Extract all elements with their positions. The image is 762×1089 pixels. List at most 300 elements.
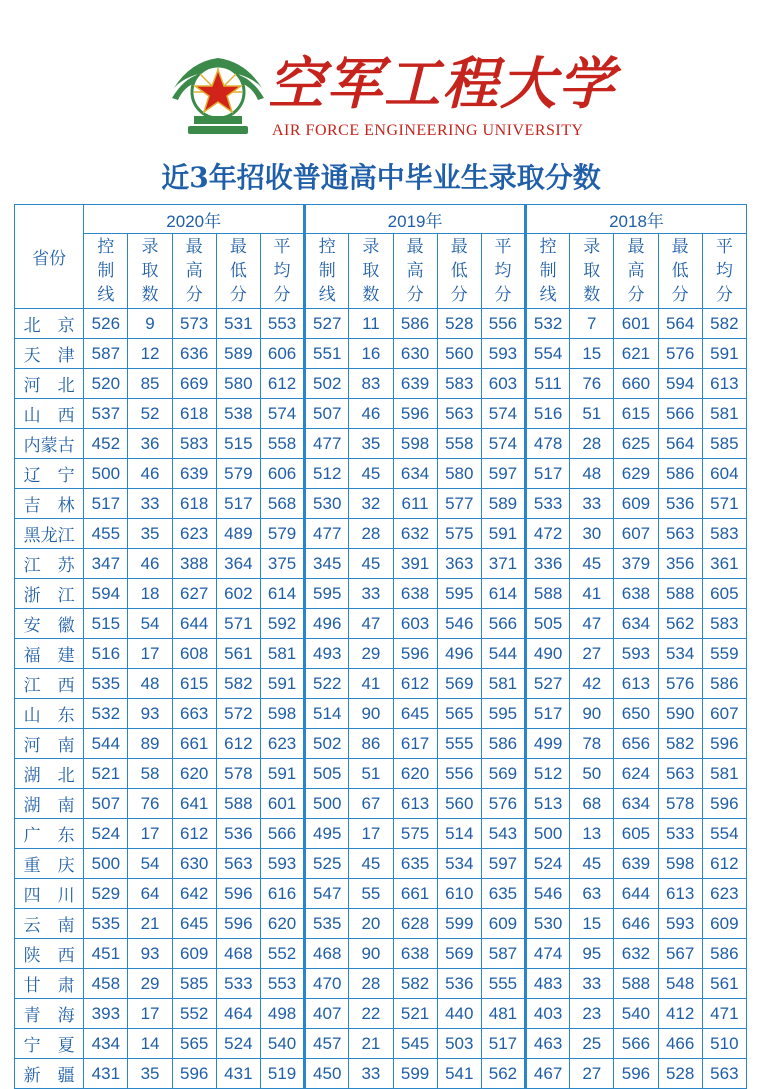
table-row [15, 489, 747, 519]
score-cell: 603 [481, 369, 525, 399]
score-cell: 609 [481, 909, 525, 939]
score-cell: 33 [349, 1059, 393, 1089]
air-force-emblem-icon [170, 48, 266, 140]
score-cell: 345 [305, 549, 349, 579]
province-cell: 山 西 [15, 399, 84, 429]
metric-header: 最 低 分 [216, 234, 260, 309]
score-cell: 516 [84, 639, 128, 669]
score-cell: 596 [172, 1059, 216, 1089]
score-cell: 529 [84, 879, 128, 909]
score-cell: 524 [84, 819, 128, 849]
score-cell: 467 [526, 1059, 570, 1089]
score-cell: 563 [658, 519, 702, 549]
table-row [15, 1029, 747, 1059]
score-cell: 477 [305, 429, 349, 459]
score-cell: 500 [84, 459, 128, 489]
score-cell: 623 [702, 879, 746, 909]
score-cell: 15 [570, 909, 614, 939]
score-cell: 50 [570, 759, 614, 789]
score-cell: 588 [526, 579, 570, 609]
score-cell: 478 [526, 429, 570, 459]
score-cell: 603 [393, 609, 437, 639]
score-cell: 572 [216, 699, 260, 729]
score-cell: 20 [349, 909, 393, 939]
score-cell: 490 [526, 639, 570, 669]
score-cell: 598 [260, 699, 304, 729]
score-cell: 645 [172, 909, 216, 939]
score-cell: 615 [614, 399, 658, 429]
score-cell: 440 [437, 999, 481, 1029]
score-cell: 582 [702, 309, 746, 339]
score-cell: 412 [658, 999, 702, 1029]
score-cell: 507 [305, 399, 349, 429]
province-cell: 湖 南 [15, 789, 84, 819]
score-cell: 558 [260, 429, 304, 459]
score-cell: 29 [128, 969, 172, 999]
score-cell: 536 [216, 819, 260, 849]
score-cell: 46 [349, 399, 393, 429]
score-cell: 83 [349, 369, 393, 399]
score-cell: 566 [481, 609, 525, 639]
score-cell: 579 [216, 459, 260, 489]
province-cell: 甘 肃 [15, 969, 84, 999]
score-cell: 564 [658, 309, 702, 339]
score-cell: 582 [216, 669, 260, 699]
score-cell: 47 [349, 609, 393, 639]
score-cell: 558 [437, 429, 481, 459]
score-cell: 661 [172, 729, 216, 759]
score-cell: 379 [614, 549, 658, 579]
province-cell: 山 东 [15, 699, 84, 729]
score-cell: 537 [84, 399, 128, 429]
score-cell: 629 [614, 459, 658, 489]
table-row [15, 369, 747, 399]
score-cell: 613 [614, 669, 658, 699]
score-cell: 593 [481, 339, 525, 369]
score-cell: 54 [128, 849, 172, 879]
score-cell: 22 [349, 999, 393, 1029]
score-cell: 28 [570, 429, 614, 459]
province-cell: 江 苏 [15, 549, 84, 579]
metric-header: 录 取 数 [128, 234, 172, 309]
score-cell: 547 [305, 879, 349, 909]
score-cell: 623 [172, 519, 216, 549]
score-cell: 89 [128, 729, 172, 759]
province-cell: 黑龙江 [15, 519, 84, 549]
score-cell: 493 [305, 639, 349, 669]
year-header-2020: 2020年 [84, 205, 305, 234]
table-row [15, 579, 747, 609]
score-cell: 505 [526, 609, 570, 639]
score-cell: 601 [260, 789, 304, 819]
score-cell: 559 [702, 639, 746, 669]
score-cell: 35 [128, 519, 172, 549]
score-cell: 356 [658, 549, 702, 579]
score-cell: 9 [128, 309, 172, 339]
table-row [15, 339, 747, 369]
score-cell: 54 [128, 609, 172, 639]
score-cell: 27 [570, 639, 614, 669]
score-cell: 468 [305, 939, 349, 969]
score-cell: 36 [128, 429, 172, 459]
score-cell: 554 [702, 819, 746, 849]
province-cell: 内蒙古 [15, 429, 84, 459]
score-cell: 575 [437, 519, 481, 549]
score-cell: 587 [481, 939, 525, 969]
province-cell: 福 建 [15, 639, 84, 669]
score-cell: 466 [658, 1029, 702, 1059]
score-cell: 371 [481, 549, 525, 579]
province-cell: 河 北 [15, 369, 84, 399]
score-cell: 517 [526, 459, 570, 489]
score-cell: 613 [702, 369, 746, 399]
score-cell: 588 [614, 969, 658, 999]
table-row [15, 459, 747, 489]
score-cell: 535 [84, 909, 128, 939]
table-row [15, 819, 747, 849]
score-cell: 634 [614, 789, 658, 819]
score-cell: 624 [614, 759, 658, 789]
score-cell: 498 [260, 999, 304, 1029]
score-cell: 612 [172, 819, 216, 849]
score-cell: 533 [216, 969, 260, 999]
metric-header: 平 均 分 [481, 234, 525, 309]
score-cell: 471 [702, 999, 746, 1029]
score-cell: 52 [128, 399, 172, 429]
score-cell: 606 [260, 459, 304, 489]
score-cell: 28 [349, 519, 393, 549]
score-cell: 527 [305, 309, 349, 339]
score-cell: 524 [526, 849, 570, 879]
province-cell: 河 南 [15, 729, 84, 759]
score-cell: 535 [305, 909, 349, 939]
score-cell: 47 [570, 609, 614, 639]
score-cell: 571 [216, 609, 260, 639]
score-cell: 45 [349, 459, 393, 489]
score-cell: 607 [614, 519, 658, 549]
score-cell: 431 [84, 1059, 128, 1089]
score-cell: 595 [437, 579, 481, 609]
score-cell: 55 [349, 879, 393, 909]
score-cell: 363 [437, 549, 481, 579]
score-cell: 522 [305, 669, 349, 699]
province-cell: 天 津 [15, 339, 84, 369]
score-cell: 534 [437, 849, 481, 879]
province-cell: 北 京 [15, 309, 84, 339]
score-cell: 86 [349, 729, 393, 759]
score-cell: 519 [260, 1059, 304, 1089]
score-cell: 569 [437, 939, 481, 969]
metric-header: 最 低 分 [658, 234, 702, 309]
score-cell: 576 [481, 789, 525, 819]
score-cell: 589 [481, 489, 525, 519]
score-cell: 593 [614, 639, 658, 669]
score-cell: 596 [393, 639, 437, 669]
metric-header: 最 高 分 [172, 234, 216, 309]
score-cell: 347 [84, 549, 128, 579]
score-cell: 463 [526, 1029, 570, 1059]
score-cell: 635 [393, 849, 437, 879]
score-cell: 45 [570, 549, 614, 579]
score-cell: 391 [393, 549, 437, 579]
score-cell: 23 [570, 999, 614, 1029]
score-cell: 618 [172, 489, 216, 519]
score-cell: 364 [216, 549, 260, 579]
metric-header: 控 制 线 [84, 234, 128, 309]
score-cell: 530 [305, 489, 349, 519]
score-cell: 543 [481, 819, 525, 849]
score-cell: 27 [570, 1059, 614, 1089]
score-cell: 638 [614, 579, 658, 609]
score-cell: 534 [658, 639, 702, 669]
score-cell: 45 [349, 849, 393, 879]
score-cell: 576 [658, 669, 702, 699]
score-cell: 567 [658, 939, 702, 969]
score-cell: 455 [84, 519, 128, 549]
score-cell: 28 [349, 969, 393, 999]
score-cell: 554 [526, 339, 570, 369]
score-cell: 548 [658, 969, 702, 999]
score-cell: 630 [172, 849, 216, 879]
score-cell: 578 [216, 759, 260, 789]
score-cell: 503 [437, 1029, 481, 1059]
score-cell: 553 [260, 969, 304, 999]
score-cell: 48 [570, 459, 614, 489]
score-cell: 639 [172, 459, 216, 489]
score-cell: 598 [658, 849, 702, 879]
score-cell: 25 [570, 1029, 614, 1059]
score-cell: 577 [437, 489, 481, 519]
score-cell: 517 [526, 699, 570, 729]
score-cell: 581 [702, 399, 746, 429]
score-cell: 597 [481, 459, 525, 489]
score-cell: 505 [305, 759, 349, 789]
score-cell: 336 [526, 549, 570, 579]
score-cell: 46 [128, 459, 172, 489]
score-cell: 620 [260, 909, 304, 939]
score-cell: 78 [570, 729, 614, 759]
score-cell: 610 [437, 879, 481, 909]
score-cell: 581 [481, 669, 525, 699]
score-cell: 407 [305, 999, 349, 1029]
province-cell: 安 徽 [15, 609, 84, 639]
score-cell: 93 [128, 939, 172, 969]
score-cell: 591 [702, 339, 746, 369]
score-cell: 578 [658, 789, 702, 819]
score-cell: 564 [658, 429, 702, 459]
score-cell: 58 [128, 759, 172, 789]
score-cell: 593 [658, 909, 702, 939]
score-cell: 545 [393, 1029, 437, 1059]
score-cell: 612 [260, 369, 304, 399]
score-cell: 451 [84, 939, 128, 969]
score-cell: 645 [393, 699, 437, 729]
score-cell: 571 [702, 489, 746, 519]
province-cell: 湖 北 [15, 759, 84, 789]
page-title: 近3年招收普通高中毕业生录取分数 [161, 161, 601, 194]
score-cell: 525 [305, 849, 349, 879]
score-cell: 561 [216, 639, 260, 669]
score-cell: 67 [349, 789, 393, 819]
score-cell: 582 [658, 729, 702, 759]
score-cell: 500 [526, 819, 570, 849]
score-cell: 68 [570, 789, 614, 819]
score-cell: 458 [84, 969, 128, 999]
score-cell: 11 [349, 309, 393, 339]
score-cell: 627 [172, 579, 216, 609]
score-cell: 596 [702, 729, 746, 759]
score-cell: 615 [172, 669, 216, 699]
year-header-2018: 2018年 [526, 205, 747, 234]
table-row [15, 729, 747, 759]
score-cell: 613 [393, 789, 437, 819]
score-cell: 472 [526, 519, 570, 549]
score-cell: 581 [702, 759, 746, 789]
table-row [15, 669, 747, 699]
score-cell: 33 [570, 489, 614, 519]
score-cell: 33 [570, 969, 614, 999]
metric-header: 最 低 分 [437, 234, 481, 309]
score-cell: 541 [437, 1059, 481, 1089]
score-cell: 563 [437, 399, 481, 429]
score-cell: 588 [216, 789, 260, 819]
score-cell: 521 [84, 759, 128, 789]
score-cell: 535 [84, 669, 128, 699]
score-cell: 580 [437, 459, 481, 489]
score-cell: 634 [614, 609, 658, 639]
score-cell: 16 [349, 339, 393, 369]
table-row [15, 399, 747, 429]
score-cell: 513 [526, 789, 570, 819]
score-cell: 90 [570, 699, 614, 729]
score-cell: 575 [393, 819, 437, 849]
score-cell: 516 [526, 399, 570, 429]
score-cell: 517 [216, 489, 260, 519]
score-cell: 586 [393, 309, 437, 339]
score-cell: 574 [260, 399, 304, 429]
score-cell: 562 [481, 1059, 525, 1089]
score-cell: 527 [526, 669, 570, 699]
score-cell: 596 [614, 1059, 658, 1089]
province-cell: 新 疆 [15, 1059, 84, 1089]
table-row [15, 429, 747, 459]
score-cell: 591 [260, 759, 304, 789]
score-cell: 502 [305, 369, 349, 399]
score-cell: 507 [84, 789, 128, 819]
score-cell: 41 [349, 669, 393, 699]
score-cell: 524 [216, 1029, 260, 1059]
score-cell: 76 [128, 789, 172, 819]
score-cell: 496 [305, 609, 349, 639]
score-cell: 515 [216, 429, 260, 459]
score-cell: 583 [437, 369, 481, 399]
score-cell: 540 [614, 999, 658, 1029]
score-cell: 517 [84, 489, 128, 519]
score-cell: 33 [128, 489, 172, 519]
score-cell: 620 [172, 759, 216, 789]
score-cell: 546 [526, 879, 570, 909]
score-cell: 592 [260, 609, 304, 639]
score-cell: 586 [481, 729, 525, 759]
province-cell: 江 西 [15, 669, 84, 699]
score-cell: 614 [481, 579, 525, 609]
score-cell: 639 [614, 849, 658, 879]
score-cell: 646 [614, 909, 658, 939]
score-cell: 13 [570, 819, 614, 849]
score-cell: 35 [128, 1059, 172, 1089]
score-cell: 388 [172, 549, 216, 579]
admission-score-table [14, 204, 747, 1089]
score-cell: 596 [216, 909, 260, 939]
province-cell: 重 庆 [15, 849, 84, 879]
score-cell: 605 [614, 819, 658, 849]
table-row [15, 789, 747, 819]
score-cell: 568 [260, 489, 304, 519]
score-cell: 17 [128, 639, 172, 669]
score-cell: 614 [260, 579, 304, 609]
score-cell: 642 [172, 879, 216, 909]
score-cell: 17 [128, 819, 172, 849]
score-cell: 609 [172, 939, 216, 969]
university-chinese-name: 空军工程大学 [268, 51, 616, 117]
province-cell: 宁 夏 [15, 1029, 84, 1059]
score-cell: 639 [393, 369, 437, 399]
score-cell: 606 [260, 339, 304, 369]
score-cell: 512 [305, 459, 349, 489]
score-cell: 620 [393, 759, 437, 789]
score-cell: 403 [526, 999, 570, 1029]
score-cell: 7 [570, 309, 614, 339]
score-cell: 617 [393, 729, 437, 759]
score-cell: 95 [570, 939, 614, 969]
table-row [15, 969, 747, 999]
score-cell: 51 [349, 759, 393, 789]
score-cell: 599 [393, 1059, 437, 1089]
province-cell: 陕 西 [15, 939, 84, 969]
score-cell: 500 [84, 849, 128, 879]
score-cell: 526 [84, 309, 128, 339]
score-cell: 556 [481, 309, 525, 339]
table-row [15, 759, 747, 789]
score-cell: 588 [658, 579, 702, 609]
table-header [15, 205, 747, 309]
score-cell: 593 [260, 849, 304, 879]
score-cell: 607 [702, 699, 746, 729]
score-cell: 17 [128, 999, 172, 1029]
score-cell: 669 [172, 369, 216, 399]
table-row [15, 639, 747, 669]
score-cell: 48 [128, 669, 172, 699]
score-cell: 660 [614, 369, 658, 399]
table-row [15, 939, 747, 969]
score-cell: 18 [128, 579, 172, 609]
score-cell: 85 [128, 369, 172, 399]
score-cell: 29 [349, 639, 393, 669]
score-cell: 477 [305, 519, 349, 549]
score-cell: 481 [481, 999, 525, 1029]
score-cell: 638 [393, 939, 437, 969]
score-cell: 532 [84, 699, 128, 729]
score-cell: 450 [305, 1059, 349, 1089]
score-cell: 586 [658, 459, 702, 489]
score-cell: 555 [437, 729, 481, 759]
score-cell: 464 [216, 999, 260, 1029]
score-cell: 63 [570, 879, 614, 909]
score-cell: 532 [526, 309, 570, 339]
score-cell: 608 [172, 639, 216, 669]
table-row [15, 849, 747, 879]
score-cell: 569 [437, 669, 481, 699]
